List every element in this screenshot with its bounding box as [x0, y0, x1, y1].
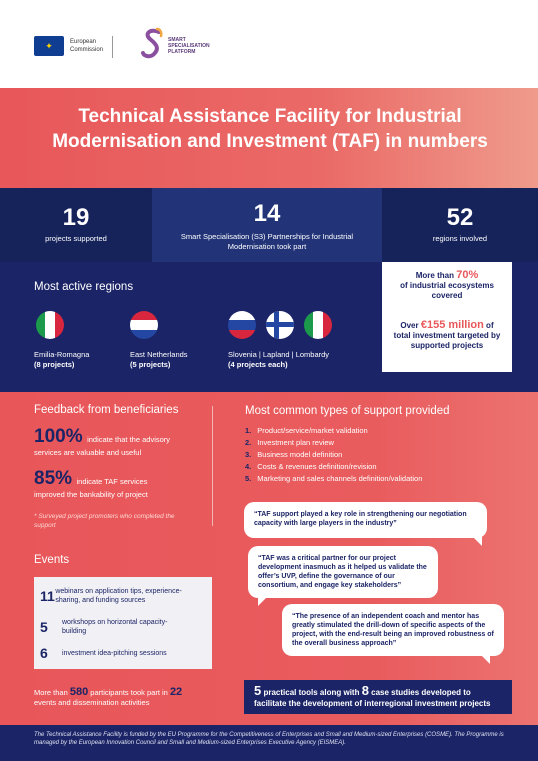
- quote-tail-icon: [472, 536, 482, 546]
- event-text: investment idea-pitching sessions: [62, 649, 167, 657]
- tools-text: practical tools along with: [261, 688, 362, 697]
- footer-text: The Technical Assistance Facility is funded by the EU Programme for the Competitiveness of Enterprises and Small and Medium-sized Enterprises (COSME). The Programme is managed by the European Innovation Council and Small and Medium-sized Enterprises Executive Agency (EISMEA).: [34, 732, 504, 746]
- finland-flag-icon: [266, 311, 294, 339]
- support-number: 5.: [245, 474, 252, 483]
- logo-divider: [112, 36, 113, 58]
- feedback-text: services are valuable and useful: [34, 448, 142, 457]
- ecosystems-highlight: [386, 270, 508, 301]
- section-divider: [212, 406, 213, 526]
- highlight-text: More than: [415, 271, 457, 280]
- participants-text: More than: [34, 688, 70, 697]
- stat-label: projects supported: [45, 234, 107, 243]
- italy-flag-icon: [36, 311, 64, 339]
- event-count: 11: [40, 588, 55, 604]
- support-text: Investment plan review: [257, 438, 334, 447]
- case-studies-count: 8: [361, 683, 369, 698]
- region-item: [34, 350, 89, 370]
- participants-count: 580: [69, 686, 89, 698]
- highlight-text: Over: [400, 321, 421, 330]
- participants-text: participants took part in: [88, 688, 170, 697]
- region-name: Slovenia | Lapland | Lombardy: [228, 350, 330, 359]
- events-title: Events: [34, 554, 70, 566]
- support-item: [245, 462, 515, 474]
- region-item: [130, 350, 188, 370]
- quote-bubble: “The presence of an independent coach and mentor has greatly stimulated the drill-down of specific aspects of the project, with the end-result being an improved robustness of the overall business approach”: [282, 604, 504, 656]
- support-number: 1.: [245, 426, 252, 435]
- highlight-text: total investment targeted by supported projects: [393, 331, 501, 350]
- stat-regions: [382, 188, 538, 262]
- event-text: workshops on horizontal capacity-building: [62, 619, 168, 635]
- slovenia-flag-icon: [228, 311, 256, 339]
- quote-tail-icon: [258, 596, 268, 606]
- region-name: East Netherlands: [130, 350, 188, 359]
- tools-count: 5: [254, 683, 262, 698]
- netherlands-flag-icon: [130, 311, 158, 339]
- feedback-text: indicate that the advisory: [87, 435, 171, 444]
- s3-platform-logo: [140, 26, 166, 60]
- support-text: Product/service/market validation: [257, 426, 368, 435]
- feedback-text: improved the bankability of project: [34, 490, 148, 499]
- european-commission-logo: [34, 36, 64, 56]
- support-title: Most common types of support provided: [245, 405, 450, 417]
- event-count: 5: [40, 619, 48, 635]
- support-number: 2.: [245, 438, 252, 447]
- stat-number: 14: [253, 200, 281, 227]
- stat-label: regions involved: [432, 234, 488, 243]
- region-count: (8 projects): [34, 360, 75, 369]
- page-title: Technical Assistance Facility for Industrial Modernisation and Investment (TAF) in numbers: [52, 106, 488, 152]
- stat-label: Smart Specialisation (S3) Partnerships for Industrial Modernisation took part: [180, 232, 354, 251]
- participants-stat: [34, 687, 219, 708]
- support-item: [245, 474, 515, 486]
- ec-logo-text: European Commission: [70, 39, 104, 53]
- support-text: Costs & revenues definition/revision: [257, 462, 377, 471]
- support-list: [245, 426, 515, 486]
- support-item: [245, 450, 515, 462]
- support-number: 4.: [245, 462, 252, 471]
- tools-box: [244, 680, 512, 714]
- region-count: (4 projects each): [228, 360, 288, 369]
- support-text: Marketing and sales channels definition/validation: [257, 474, 423, 483]
- events-count: 22: [169, 686, 183, 698]
- events-box: [34, 577, 212, 669]
- stat-number: 52: [446, 204, 474, 231]
- feedback-note: * Surveyed project promoters who completed the support: [34, 513, 175, 529]
- event-item: [40, 645, 206, 661]
- event-count: 6: [40, 645, 48, 661]
- s3-logo-text: SMART SPECIALISATION PLATFORM: [168, 37, 210, 55]
- support-item: [245, 438, 515, 450]
- support-number: 3.: [245, 450, 252, 459]
- highlight-text: of: [483, 321, 494, 330]
- region-name: Emilia-Romagna: [34, 350, 90, 359]
- feedback-title: Feedback from beneficiaries: [34, 404, 179, 416]
- highlight-text: of industrial ecosystems covered: [400, 281, 494, 300]
- stat-projects: [0, 188, 152, 262]
- feedback-pct: 85%: [34, 468, 73, 489]
- highlight-value: €155 million: [420, 319, 484, 331]
- event-item: [40, 618, 206, 636]
- quote-tail-icon: [480, 654, 490, 664]
- italy-flag-icon: [304, 311, 332, 339]
- regions-title: Most active regions: [34, 281, 134, 293]
- feedback-pct: 100%: [34, 426, 83, 447]
- quote-bubble: “TAF support played a key role in strengthening our negotiation capacity with large players in the industry”: [244, 502, 487, 538]
- investment-highlight: [386, 320, 508, 351]
- region-count: (5 projects): [130, 360, 171, 369]
- event-item: [40, 587, 206, 605]
- highlight-value: 70%: [456, 269, 479, 281]
- region-item: [228, 350, 329, 370]
- stat-number: 19: [62, 204, 90, 231]
- participants-text: events and dissemination activities: [34, 698, 150, 707]
- eu-stars-icon: ✦: [45, 41, 53, 51]
- feedback-item: [34, 468, 209, 500]
- stat-partnerships: [152, 188, 382, 262]
- tools-text: case studies developed to facilitate the development of interregional investment projects: [254, 688, 491, 708]
- feedback-item: [34, 426, 209, 458]
- feedback-text: indicate TAF services: [76, 477, 148, 486]
- support-text: Business model definition: [257, 450, 343, 459]
- support-item: [245, 426, 515, 438]
- event-text: webinars on application tips, experience-sharing, and funding sources: [55, 588, 182, 604]
- quote-bubble: “TAF was a critical partner for our project development inasmuch as it helped us validate the offer’s UVP, define the governance of our consortium, and engage key stakeholders”: [248, 546, 438, 598]
